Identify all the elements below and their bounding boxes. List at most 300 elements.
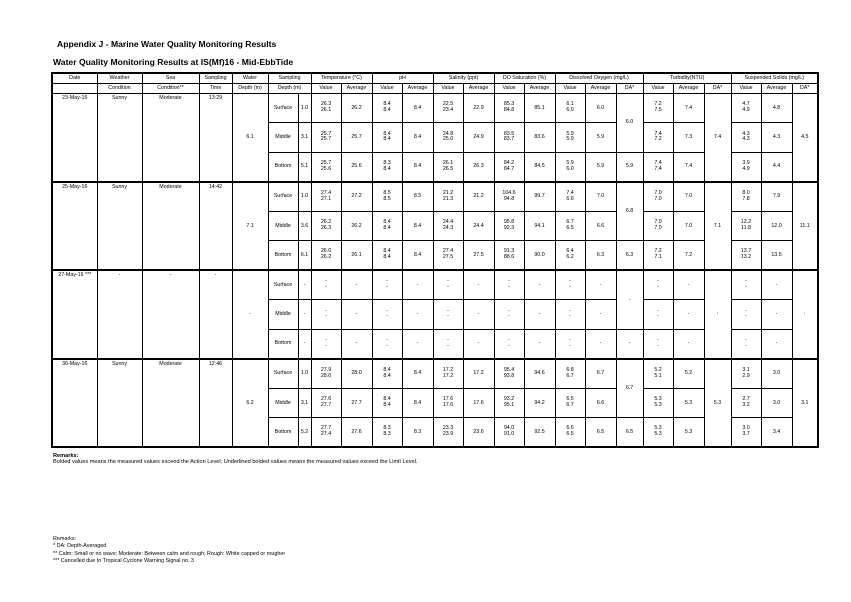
reading-value: -	[447, 284, 449, 290]
level-cell: Middle	[268, 211, 298, 241]
reading-value: 94.8	[503, 195, 515, 202]
reading-value: 8.4	[383, 130, 391, 137]
ph-values	[372, 300, 402, 330]
reading-value: -	[569, 342, 571, 349]
reading-value: 104.6	[502, 189, 516, 196]
header-sampling: Sampling	[199, 73, 232, 83]
reading-value: -	[447, 307, 449, 314]
reading-value: -	[447, 313, 449, 320]
level-cell: Bottom	[268, 329, 298, 359]
do-values	[555, 270, 585, 300]
ss-average: -	[761, 329, 792, 359]
temperature-values	[311, 329, 341, 359]
ph-average: 8.4	[402, 211, 433, 241]
level-cell: Surface	[268, 93, 298, 123]
do-average: -	[585, 300, 616, 330]
header-depth-m: Depth (m)	[268, 83, 311, 93]
salinity-values	[433, 300, 463, 330]
do-saturation-values	[494, 123, 524, 153]
table-title: Water Quality Monitoring Results at IS(Mf)16 - Mid-EbbTide	[53, 57, 294, 67]
do-average: 6.3	[585, 241, 616, 271]
reading-value: 23.4	[442, 106, 454, 113]
remarks-line: ** Calm: Small or no wave; Moderate: Between calm and rough; Rough: White capped or rougher	[53, 550, 286, 557]
ph-average: 8.4	[402, 388, 433, 418]
reading-value: -	[325, 307, 327, 314]
salinity-average: 22.9	[463, 93, 494, 123]
reading-value: 5.9	[566, 136, 574, 143]
reading-value: 26.3	[320, 224, 332, 231]
reading-value: 8.5	[383, 195, 391, 202]
temperature-values	[311, 270, 341, 300]
reading-value: -	[569, 307, 571, 314]
reading-value: 6.0	[566, 106, 574, 113]
salinity-average: 24.4	[463, 211, 494, 241]
ph-values	[372, 270, 402, 300]
temperature-values	[311, 211, 341, 241]
reading-value: 6.0	[566, 165, 574, 172]
temperature-average: 27.2	[341, 182, 372, 212]
salinity-values	[433, 329, 463, 359]
ss-values	[731, 300, 761, 330]
level-cell: Middle	[268, 300, 298, 330]
reading-value: 7.0	[654, 195, 662, 202]
reading-value: 26.3	[320, 101, 332, 108]
reading-value: -	[447, 278, 449, 285]
reading-value: 5.3	[654, 401, 662, 408]
do-depth-averaged: 6.8	[616, 182, 643, 241]
ph-average: 8.3	[402, 418, 433, 448]
reading-value: 93.2	[503, 396, 515, 403]
turbidity-average: -	[673, 329, 704, 359]
do-average: 6.5	[585, 418, 616, 448]
sampling-depth-cell: -	[298, 329, 311, 359]
reading-value: 91.0	[503, 431, 515, 437]
reading-value: 4.3	[742, 130, 750, 137]
sampling-depth-cell: 5.1	[298, 152, 311, 182]
ss-average: 12.0	[761, 211, 792, 241]
reading-value: 26.2	[320, 254, 332, 260]
reading-value: 22.5	[442, 101, 454, 108]
do-depth-averaged: 6.7	[616, 359, 643, 418]
temperature-values	[311, 182, 341, 212]
reading-value: -	[325, 278, 327, 285]
do-saturation-values	[494, 152, 524, 182]
sampling-depth-cell: 3.1	[298, 123, 311, 153]
reading-value: 27.5	[442, 254, 454, 260]
temperature-average: 28.0	[341, 359, 372, 389]
reading-value: 8.0	[742, 189, 750, 196]
header-water: Water	[232, 73, 268, 83]
turbidity-values	[643, 359, 673, 389]
ph-average: 8.4	[402, 152, 433, 182]
remarks-top-text: Bolded values means the measured values exceed the Action Level; Underlined bolded values means the measured values exceed the Limit Level.	[53, 459, 418, 465]
do-average: 6.0	[585, 93, 616, 123]
reading-value: 8.3	[383, 431, 391, 437]
reading-value: 23.9	[442, 431, 454, 437]
ph-values	[372, 359, 402, 389]
do-values	[555, 123, 585, 153]
sampling-depth-cell: -	[298, 270, 311, 300]
salinity-values	[433, 211, 463, 241]
do-depth-averaged: -	[616, 270, 643, 329]
reading-value: 17.6	[442, 401, 454, 408]
do-saturation-average: 94.1	[524, 211, 555, 241]
sampling-depth-cell: 1.0	[298, 182, 311, 212]
reading-value: -	[745, 284, 747, 290]
do-average: 5.9	[585, 152, 616, 182]
water-quality-table	[51, 72, 819, 448]
reading-value: -	[386, 307, 388, 314]
ss-average: 3.4	[761, 418, 792, 448]
remarks-line: *** Cancelled due to Tropical Cyclone Warning Signal no. 3	[53, 557, 194, 564]
reading-value: 2.7	[742, 396, 750, 403]
reading-value: 4.9	[742, 106, 750, 113]
reading-value: 27.4	[320, 431, 332, 437]
reading-value: 5.3	[654, 431, 662, 437]
reading-value: 8.4	[383, 396, 391, 403]
reading-value: -	[569, 313, 571, 320]
salinity-average: 17.6	[463, 388, 494, 418]
reading-value: 27.4	[320, 189, 332, 196]
do-values	[555, 152, 585, 182]
reading-value: 8.4	[383, 101, 391, 108]
salinity-values	[433, 182, 463, 212]
turbidity-average: 7.4	[673, 152, 704, 182]
reading-value: 91.3	[503, 248, 515, 255]
reading-value: 25.7	[320, 130, 332, 137]
reading-value: 7.2	[654, 136, 662, 143]
reading-value: -	[508, 284, 510, 290]
reading-value: 8.4	[383, 248, 391, 255]
reading-value: 6.4	[566, 248, 574, 255]
do-values	[555, 300, 585, 330]
sampling-depth-cell: 3.6	[298, 211, 311, 241]
header-suspended-solids: Suspended Solids (mg/L)	[731, 73, 818, 83]
header-average: Average	[463, 83, 494, 93]
reading-value: 25.7	[320, 136, 332, 143]
reading-value: 5.2	[654, 366, 662, 373]
reading-value: 3.9	[742, 159, 750, 166]
header-value: Value	[433, 83, 463, 93]
header-sea: Sea	[142, 73, 199, 83]
do-average: 6.7	[585, 359, 616, 389]
turbidity-average: 5.3	[673, 418, 704, 448]
salinity-average: -	[463, 329, 494, 359]
remarks-line: * DA: Depth-Averaged	[53, 543, 107, 550]
salinity-values	[433, 388, 463, 418]
ss-values	[731, 388, 761, 418]
reading-value: 24.8	[442, 130, 454, 137]
reading-value: 88.6	[503, 254, 515, 260]
sea-condition-cell: Moderate	[142, 93, 199, 182]
do-average: 5.9	[585, 123, 616, 153]
do-values	[555, 182, 585, 212]
ss-values	[731, 182, 761, 212]
reading-value: 95.4	[503, 366, 515, 373]
reading-value: 25.0	[442, 136, 454, 143]
reading-value: -	[386, 336, 388, 343]
do-saturation-average: -	[524, 300, 555, 330]
header-turbidity: Turbidity(NTU)	[643, 73, 731, 83]
ph-average: -	[402, 300, 433, 330]
reading-value: -	[657, 336, 659, 343]
turbidity-values	[643, 270, 673, 300]
sampling-time-cell: 12:46	[199, 359, 232, 448]
reading-value: 8.5	[383, 189, 391, 196]
reading-value: 84.7	[503, 165, 515, 172]
temperature-values	[311, 152, 341, 182]
reading-value: 26.1	[442, 159, 454, 166]
reading-value: 27.7	[320, 425, 332, 432]
reading-value: -	[325, 284, 327, 290]
salinity-values	[433, 152, 463, 182]
reading-value: 13.7	[740, 248, 752, 255]
reading-value: -	[386, 342, 388, 349]
header-water-depth: Depth (m)	[232, 83, 268, 93]
reading-value: 8.4	[383, 165, 391, 172]
ss-values	[731, 270, 761, 300]
reading-value: 92.3	[503, 224, 515, 231]
ss-average: 4.8	[761, 93, 792, 123]
turbidity-values	[643, 300, 673, 330]
water-depth-cell: -	[232, 270, 268, 359]
header-sea-condition: Condition**	[142, 83, 199, 93]
temperature-average: 26.2	[341, 211, 372, 241]
remarks-bottom	[53, 536, 285, 565]
do-saturation-values	[494, 211, 524, 241]
reading-value: 7.5	[654, 106, 662, 113]
do-bottom-depth-averaged: 5.9	[616, 152, 643, 182]
reading-value: -	[447, 342, 449, 349]
reading-value: 7.4	[566, 189, 574, 196]
ss-average: -	[761, 300, 792, 330]
header-average: Average	[341, 83, 372, 93]
reading-value: -	[745, 342, 747, 349]
reading-value: -	[745, 307, 747, 314]
reading-value: 5.1	[654, 372, 662, 379]
reading-value: 4.7	[742, 101, 750, 108]
weather-cell: Sunny	[97, 359, 142, 448]
ph-values	[372, 418, 402, 448]
turbidity-average: -	[673, 270, 704, 300]
reading-value: 6.7	[566, 372, 574, 379]
header-value: Value	[372, 83, 402, 93]
reading-value: -	[386, 278, 388, 285]
reading-value: 7.8	[742, 195, 750, 202]
temperature-average: 25.7	[341, 123, 372, 153]
header-da: DA*	[792, 83, 818, 93]
turbidity-depth-averaged: 5.3	[704, 359, 731, 448]
do-saturation-values	[494, 300, 524, 330]
do-bottom-depth-averaged: 6.3	[616, 241, 643, 271]
sampling-depth-cell: 5.2	[298, 418, 311, 448]
level-cell: Surface	[268, 270, 298, 300]
reading-value: 85.3	[503, 101, 515, 108]
do-saturation-values	[494, 241, 524, 271]
reading-value: 25.7	[320, 159, 332, 166]
turbidity-average: -	[673, 300, 704, 330]
header-sampling-depth: Sampling	[268, 73, 311, 83]
header-average: Average	[524, 83, 555, 93]
header-value: Value	[731, 83, 761, 93]
reading-value: -	[325, 313, 327, 320]
header-blank	[52, 83, 97, 93]
do-saturation-average: 92.5	[524, 418, 555, 448]
reading-value: 94.0	[503, 425, 515, 432]
temperature-average: 25.6	[341, 152, 372, 182]
sea-condition-cell: -	[142, 270, 199, 359]
ph-average: 8.4	[402, 241, 433, 271]
reading-value: -	[447, 336, 449, 343]
do-values	[555, 329, 585, 359]
header-row-1	[52, 73, 818, 83]
reading-value: 8.4	[383, 219, 391, 226]
reading-value: -	[569, 278, 571, 285]
temperature-average: 27.6	[341, 418, 372, 448]
appendix-title: Appendix J - Marine Water Quality Monitoring Results	[57, 39, 277, 49]
reading-value: 17.2	[442, 372, 454, 379]
reading-value: 23.3	[442, 425, 454, 432]
salinity-values	[433, 270, 463, 300]
reading-value: 24.4	[442, 219, 454, 226]
reading-value: 6.5	[566, 224, 574, 231]
reading-value: -	[325, 336, 327, 343]
ss-average: 4.3	[761, 123, 792, 153]
do-saturation-values	[494, 93, 524, 123]
reading-value: 21.2	[442, 189, 454, 196]
do-saturation-average: 90.0	[524, 241, 555, 271]
do-bottom-depth-averaged: 6.5	[616, 418, 643, 448]
reading-value: 5.3	[654, 425, 662, 432]
level-cell: Bottom	[268, 418, 298, 448]
reading-value: 21.3	[442, 195, 454, 202]
ph-average: 8.4	[402, 93, 433, 123]
ss-average: -	[761, 270, 792, 300]
reading-value: 26.0	[320, 248, 332, 255]
reading-value: -	[569, 284, 571, 290]
header-time: Time	[199, 83, 232, 93]
salinity-average: 21.2	[463, 182, 494, 212]
turbidity-values	[643, 123, 673, 153]
do-depth-averaged: 6.0	[616, 93, 643, 152]
do-saturation-average: 85.1	[524, 93, 555, 123]
turbidity-depth-averaged: :	[704, 270, 731, 359]
reading-value: -	[657, 342, 659, 349]
temperature-average: -	[341, 270, 372, 300]
turbidity-average: 7.2	[673, 241, 704, 271]
reading-value: 6.5	[566, 396, 574, 403]
header-average: Average	[585, 83, 616, 93]
sampling-time-cell: 14:42	[199, 182, 232, 271]
ss-average: 4.4	[761, 152, 792, 182]
do-saturation-average: 94.6	[524, 359, 555, 389]
ph-values	[372, 388, 402, 418]
ph-average: -	[402, 270, 433, 300]
salinity-average: 27.5	[463, 241, 494, 271]
ss-values	[731, 241, 761, 271]
do-saturation-average: 83.6	[524, 123, 555, 153]
turbidity-average: 7.3	[673, 123, 704, 153]
do-saturation-values	[494, 329, 524, 359]
ss-average: 13.5	[761, 241, 792, 271]
ph-values	[372, 123, 402, 153]
date-cell: 23-May-16	[52, 93, 97, 182]
sampling-time-cell: 13:29	[199, 93, 232, 182]
reading-value: 7.1	[654, 254, 662, 260]
reading-value: 7.4	[654, 159, 662, 166]
do-saturation-average: 94.2	[524, 388, 555, 418]
reading-value: -	[657, 284, 659, 290]
header-value: Value	[555, 83, 585, 93]
sea-condition-cell: Moderate	[142, 182, 199, 271]
do-saturation-average: -	[524, 329, 555, 359]
temperature-values	[311, 300, 341, 330]
salinity-average: 23.6	[463, 418, 494, 448]
water-depth-cell: 6.2	[232, 359, 268, 448]
header-average: Average	[761, 83, 792, 93]
table-row	[52, 93, 818, 123]
reading-value: 7.0	[654, 224, 662, 231]
reading-value: 6.6	[566, 195, 574, 202]
reading-value: 25.6	[320, 165, 332, 172]
reading-value: 83.5	[503, 130, 515, 137]
sampling-depth-cell: 6.1	[298, 241, 311, 271]
reading-value: 27.4	[442, 248, 454, 255]
turbidity-values	[643, 152, 673, 182]
reading-value: 27.7	[320, 401, 332, 408]
reading-value: 3.1	[742, 366, 750, 373]
header-value: Value	[494, 83, 524, 93]
header-row-2	[52, 83, 818, 93]
reading-value: 8.3	[383, 425, 391, 432]
date-cell: 30-May-16	[52, 359, 97, 448]
temperature-values	[311, 93, 341, 123]
remarks-top-label: Remarks:	[53, 453, 79, 459]
turbidity-average: 7.0	[673, 211, 704, 241]
ss-values	[731, 359, 761, 389]
do-average: 6.6	[585, 211, 616, 241]
reading-value: 6.7	[566, 401, 574, 408]
do-values	[555, 418, 585, 448]
level-cell: Bottom	[268, 152, 298, 182]
salinity-values	[433, 93, 463, 123]
salinity-average: 17.2	[463, 359, 494, 389]
sampling-depth-cell: 1.0	[298, 359, 311, 389]
ss-values	[731, 329, 761, 359]
header-do-saturation: DO Saturation (%)	[494, 73, 555, 83]
header-date: Date	[52, 73, 97, 83]
header-da: DA*	[704, 83, 731, 93]
table-row	[52, 359, 818, 389]
reading-value: -	[745, 336, 747, 343]
reading-value: -	[569, 336, 571, 343]
header-ph: pH	[372, 73, 433, 83]
date-cell: 27-May-16 ***	[52, 270, 97, 359]
reading-value: 2.9	[742, 372, 750, 379]
salinity-average: 24.9	[463, 123, 494, 153]
ss-depth-averaged: 4.5	[792, 93, 818, 182]
ph-average: 8.5	[402, 182, 433, 212]
salinity-values	[433, 241, 463, 271]
header-condition: Condition	[97, 83, 142, 93]
reading-value: 13.2	[740, 254, 752, 260]
reading-value: -	[508, 307, 510, 314]
turbidity-values	[643, 93, 673, 123]
turbidity-average: 5.3	[673, 388, 704, 418]
temperature-average: 26.2	[341, 93, 372, 123]
ph-values	[372, 152, 402, 182]
reading-value: 6.7	[566, 219, 574, 226]
